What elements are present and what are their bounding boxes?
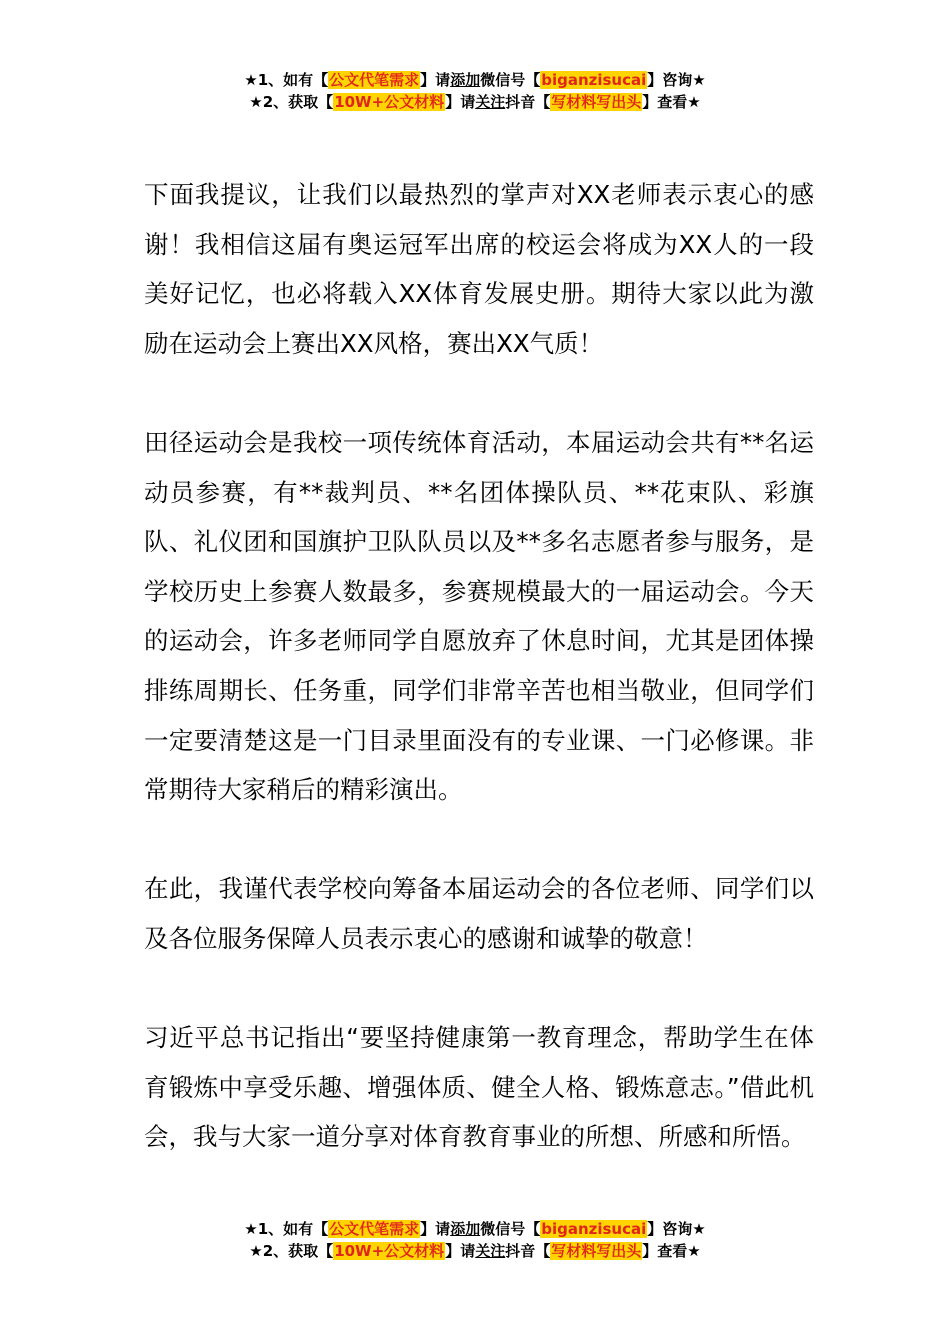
ad-text: 】请 [445,1242,476,1260]
ad-text: 】咨询★ [647,1220,706,1238]
ad-emphasis: 关注 [475,93,506,111]
ad-emphasis: 添加 [450,71,481,89]
ad-text: 】请 [445,93,476,111]
paragraph-quote: 习近平总书记指出“要坚持健康第一教育理念，帮助学生在体育锻炼中享受乐趣、增强体质、健全人格、锻炼意志。”借此机会，我与大家一道分享对体育教育事业的所想、所感和所悟。 [144,1023,814,1152]
ad-text: ★2、获取【 [249,93,334,111]
ad-line-1 [0,69,950,91]
footer-banner [0,1218,950,1262]
ad-text: ★1、如有【 [244,71,329,89]
paragraph-event-overview: 田径运动会是我校一项传统体育活动，本届运动会共有**名运动员参赛，有**裁判员、**名团体操队员、**花束队、彩旗队、礼仪团和国旗护卫队队员以及**多名志愿者参与服务，是学校历史上参赛人数最多，参赛规模最大的一届运动会。今天的运动会，许多老师同学自愿放弃了休息时间，尤其是团体操排练周期长、任务重，同学们非常辛苦也相当敬业，但同学们一定要清楚这是一门目录里面没有的专业课、一门必修课。非常期待大家稍后的精彩演出。 [144,427,814,805]
ad-line-1 [0,1218,950,1240]
ad-text: 】查看★ [642,1242,701,1260]
ad-text: 】咨询★ [647,71,706,89]
ad-text: 微信号【 [480,71,541,89]
document-body [144,170,814,1211]
ad-text: 】请 [420,71,451,89]
ad-emphasis: 添加 [450,1220,481,1238]
wechat-id: biganzisucai [541,71,647,89]
highlight-materials: 10W+公文材料 [334,93,445,111]
ad-text: 微信号【 [480,1220,541,1238]
ad-text: ★1、如有【 [244,1220,329,1238]
ad-text: 抖音【 [505,93,551,111]
ad-text: 】请 [420,1220,451,1238]
ad-line-2 [0,91,950,113]
ad-emphasis: 关注 [475,1242,506,1260]
ad-text: 】查看★ [642,93,701,111]
ad-text: 抖音【 [505,1242,551,1260]
header-banner [0,69,950,113]
ad-text: ★2、获取【 [249,1242,334,1260]
douyin-account: 写材料写出头 [551,1242,642,1260]
paragraph-gratitude: 在此，我谨代表学校向筹备本届运动会的各位老师、同学们以及各位服务保障人员表示衷心的感谢和诚挚的敬意！ [144,874,814,953]
wechat-id: biganzisucai [541,1220,647,1238]
ad-line-2 [0,1240,950,1262]
highlight-service: 公文代笔需求 [329,71,420,89]
highlight-materials: 10W+公文材料 [334,1242,445,1260]
paragraph-thanks: 下面我提议，让我们以最热烈的掌声对XX老师表示衷心的感谢！我相信这届有奥运冠军出席的校运会将成为XX人的一段美好记忆，也必将载入XX体育发展史册。期待大家以此为激励在运动会上赛出XX风格，赛出XX气质！ [144,180,814,358]
highlight-service: 公文代笔需求 [329,1220,420,1238]
douyin-account: 写材料写出头 [551,93,642,111]
